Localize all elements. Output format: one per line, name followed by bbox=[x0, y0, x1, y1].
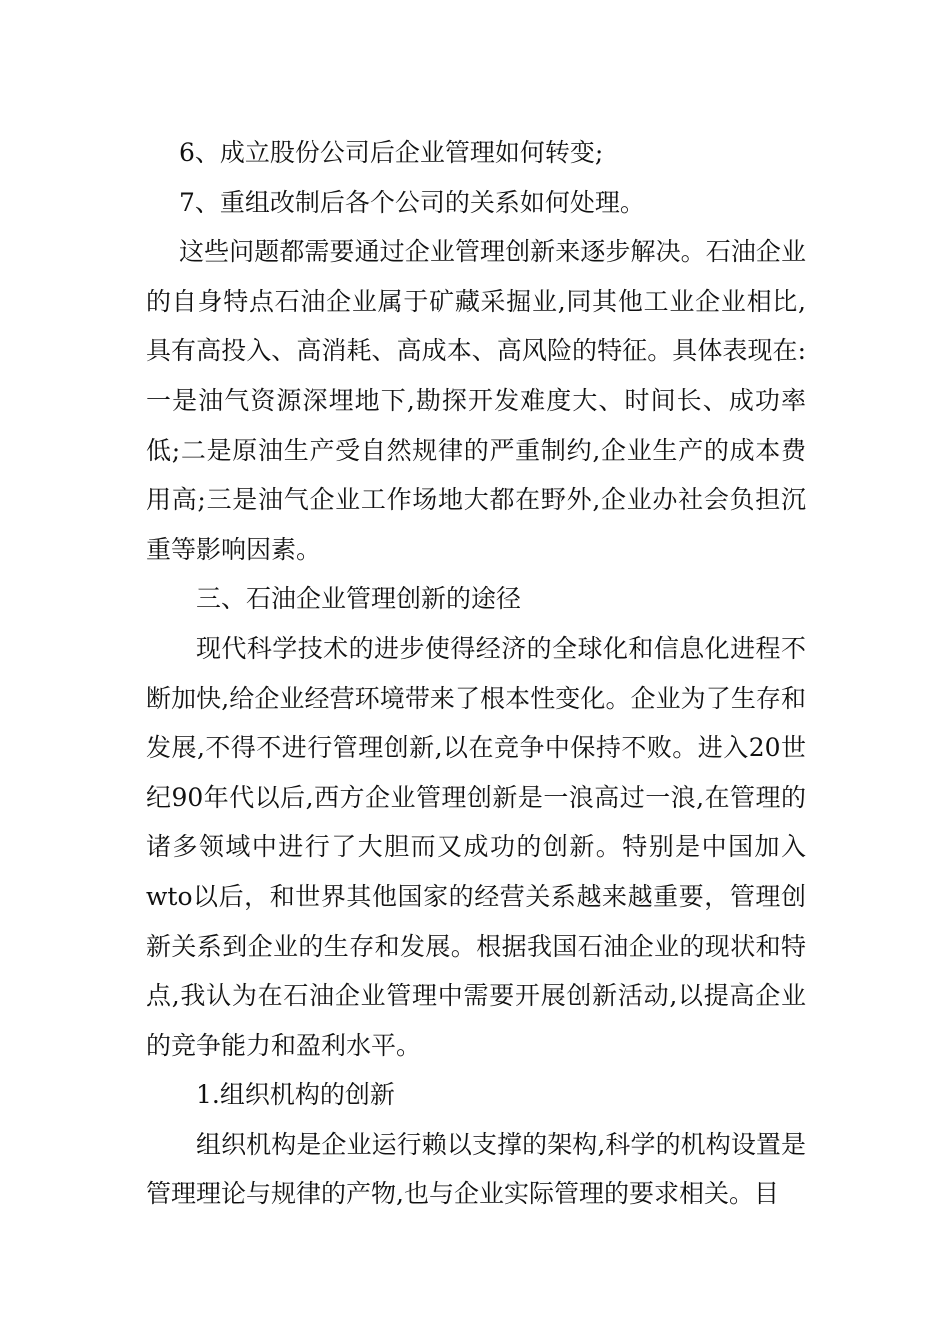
paragraph-organization-innovation: 组织机构是企业运行赖以支撑的架构,科学的机构设置是管理理论与规律的产物,也与企业实际管理的要求相关。目 bbox=[146, 1129, 806, 1209]
list-item-7: 7、重组改制后各个公司的关系如何处理。 bbox=[179, 187, 645, 217]
paragraph-innovation-background: 现代科学技术的进步使得经济的全球化和信息化进程不断加快,给企业经营环境带来了根本性变化。企业为了生存和发展,不得不进行管理创新,以在竞争中保持不败。进入20世纪90年代以后,西方企业管理创新是一浪高过一浪,在管理的诸多领域中进行了大胆而又成功的创新。特别是中国加入wto以后，和世界其他国家的经营关系越来越重要，管理创新关系到企业的生存和发展。根据我国石油企业的现状和特点,我认为在石油企业管理中需要开展创新活动,以提高企业的竞争能力和盈利水平。 bbox=[146, 633, 806, 1060]
list-item-6: 6、成立股份公司后企业管理如何转变; bbox=[179, 138, 604, 167]
subsection-heading-1: 1.组织机构的创新 bbox=[196, 1080, 395, 1110]
document-body bbox=[146, 128, 806, 1219]
paragraph-petroleum-characteristics: 这些问题都需要通过企业管理创新来逐步解决。石油企业的自身特点石油企业属于矿藏采掘业,同其他工业企业相比,具有高投入、高消耗、高成本、高风险的特征。具体表现在:一是油气资源深埋地下,勘探开发难度大、时间长、成功率低;二是原油生产受自然规律的严重制约,企业生产的成本费用高;三是油气企业工作场地大都在野外,企业办社会负担沉重等影响因素。 bbox=[146, 237, 806, 564]
section-heading-3: 三、石油企业管理创新的途径 bbox=[196, 584, 522, 614]
